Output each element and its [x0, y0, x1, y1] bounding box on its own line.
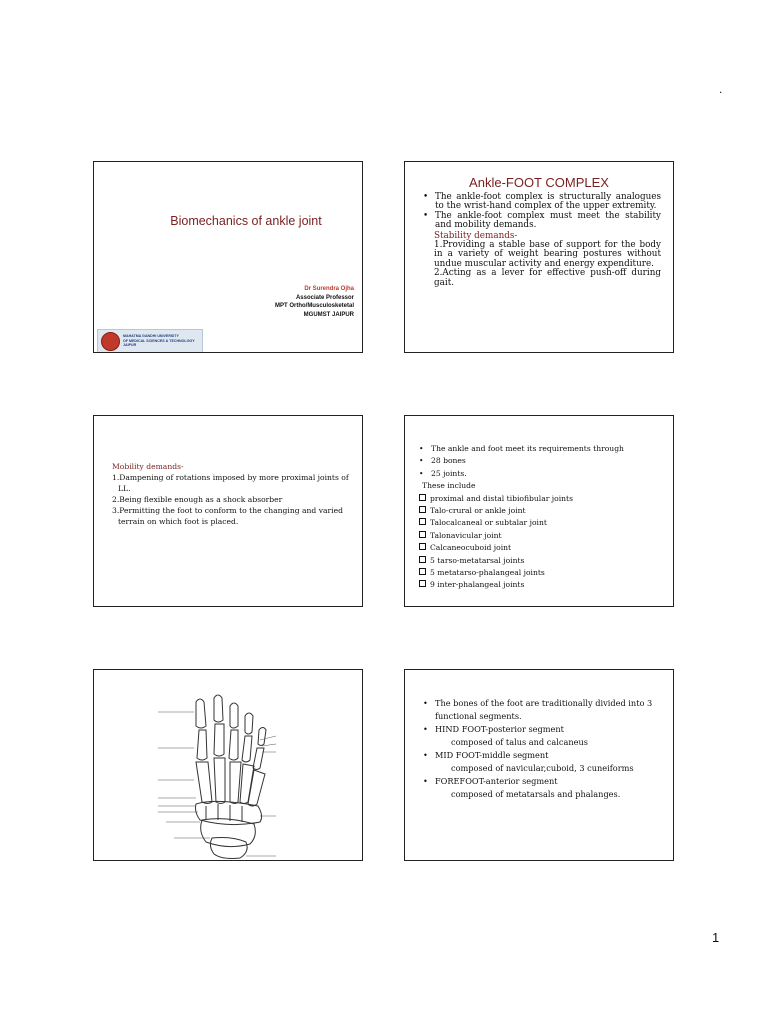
- mobility-subheading: Mobility demands-: [112, 462, 184, 471]
- author-qualification: MPT Ortho/Musculosketetal: [274, 303, 354, 309]
- bullet-item: • 28 bones: [419, 455, 665, 467]
- joint-label: 5 tarso-metatarsal joints: [430, 555, 525, 565]
- checkbox-square-icon: [419, 543, 426, 550]
- bullet-item: • The ankle and foot meet its requirements through: [419, 443, 665, 455]
- checkbox-square-icon: [419, 531, 426, 538]
- slide-6-foot-segments: [404, 669, 674, 861]
- numbered-point: 2.Acting as a lever for effective push-off during gait.: [434, 268, 661, 288]
- joint-list-item: [419, 517, 665, 529]
- slide-2-ankle-foot-complex: [404, 161, 674, 353]
- foot-skeleton-illustration: [156, 688, 314, 860]
- joint-label: proximal and distal tibiofibular joints: [430, 493, 573, 503]
- joint-list-item: [419, 579, 665, 591]
- checkbox-square-icon: [419, 494, 426, 501]
- page-number: 1: [712, 930, 720, 945]
- stability-subheading: Stability demands-: [434, 230, 518, 241]
- joint-list-item: [419, 567, 665, 579]
- author-name: Dr Surendra Ojha: [304, 286, 354, 292]
- joint-label: Talonavicular joint: [430, 530, 502, 540]
- slide-3-mobility-demands: [93, 415, 363, 607]
- slide-3-body: [112, 461, 352, 527]
- bullet-item: • The bones of the foot are traditionally divided into 3 functional segments.: [423, 697, 665, 723]
- slide-2-body: [423, 193, 661, 288]
- checkbox-square-icon: [419, 518, 426, 525]
- joint-list-item: [419, 493, 665, 505]
- seal-icon: [101, 332, 120, 351]
- joint-list-item: [419, 542, 665, 554]
- checkbox-square-icon: [419, 580, 426, 587]
- slide-6-body: [423, 697, 665, 801]
- slide-1-heading: Biomechanics of ankle joint: [170, 214, 322, 228]
- include-label: These include: [422, 481, 476, 491]
- joint-list-item: [419, 505, 665, 517]
- numbered-point: 1.Providing a stable base of support for the body in a variety of weight bearing postures without undue muscular activity and energy expenditure.: [434, 240, 661, 269]
- joint-label: Talo-crural or ankle joint: [430, 506, 526, 516]
- author-position: Associate Professor: [295, 294, 354, 301]
- bullet-item: • FOREFOOT-anterior segment: [423, 775, 665, 788]
- logo-text-line: MAHATMA GANDHI UNIVERSITY: [123, 334, 179, 339]
- segment-composition: composed of talus and calcaneus: [451, 737, 588, 747]
- logo-text-line: JAIPUR: [123, 343, 137, 348]
- bullet-item: • MID FOOT-middle segment: [423, 749, 665, 762]
- bullet-item: • The ankle-foot complex is structurally analogues to the wrist-hand complex of the upper extremity.: [423, 193, 661, 212]
- checkbox-square-icon: [419, 568, 426, 575]
- checkbox-square-icon: [419, 556, 426, 563]
- slide-4-bones-joints: [404, 415, 674, 607]
- checkbox-square-icon: [419, 506, 426, 513]
- university-logo: [97, 329, 203, 353]
- logo-text-line: OF MEDICAL SCIENCES & TECHNOLOGY: [123, 338, 195, 343]
- segment-composition: composed of navicular,cuboid, 3 cuneiforms: [451, 763, 634, 773]
- corner-mark: .: [719, 82, 723, 96]
- bullet-item: • HIND FOOT-posterior segment: [423, 723, 665, 736]
- slide-2-heading: Ankle-FOOT COMPLEX: [469, 175, 609, 190]
- slide-5-foot-diagram: [93, 669, 363, 861]
- joint-label: 5 metatarso-phalangeal joints: [430, 568, 545, 578]
- slide-4-body: [419, 443, 665, 592]
- joint-label: Calcaneocuboid joint: [430, 543, 512, 553]
- slide-1-title: [93, 161, 363, 353]
- bullet-item: • The ankle-foot complex must meet the stability and mobility demands.: [423, 212, 661, 231]
- joint-list-item: [419, 555, 665, 567]
- segment-composition: composed of metatarsals and phalanges.: [451, 789, 621, 799]
- joint-label: 9 inter-phalangeal joints: [430, 580, 525, 590]
- joint-label: Talocalcaneal or subtalar joint: [430, 518, 547, 528]
- numbered-point: 1.Dampening of rotations imposed by more proximal joints of LL.: [112, 473, 349, 493]
- numbered-point: 3.Permitting the foot to conform to the changing and varied terrain on which foot is placed.: [112, 506, 343, 526]
- author-block: [275, 285, 354, 319]
- bullet-item: • 25 joints.: [419, 468, 665, 480]
- author-institution: MGUMST JAIPUR: [303, 311, 354, 318]
- joint-list-item: [419, 530, 665, 542]
- numbered-point: 2.Being flexible enough as a shock absorber: [112, 495, 283, 504]
